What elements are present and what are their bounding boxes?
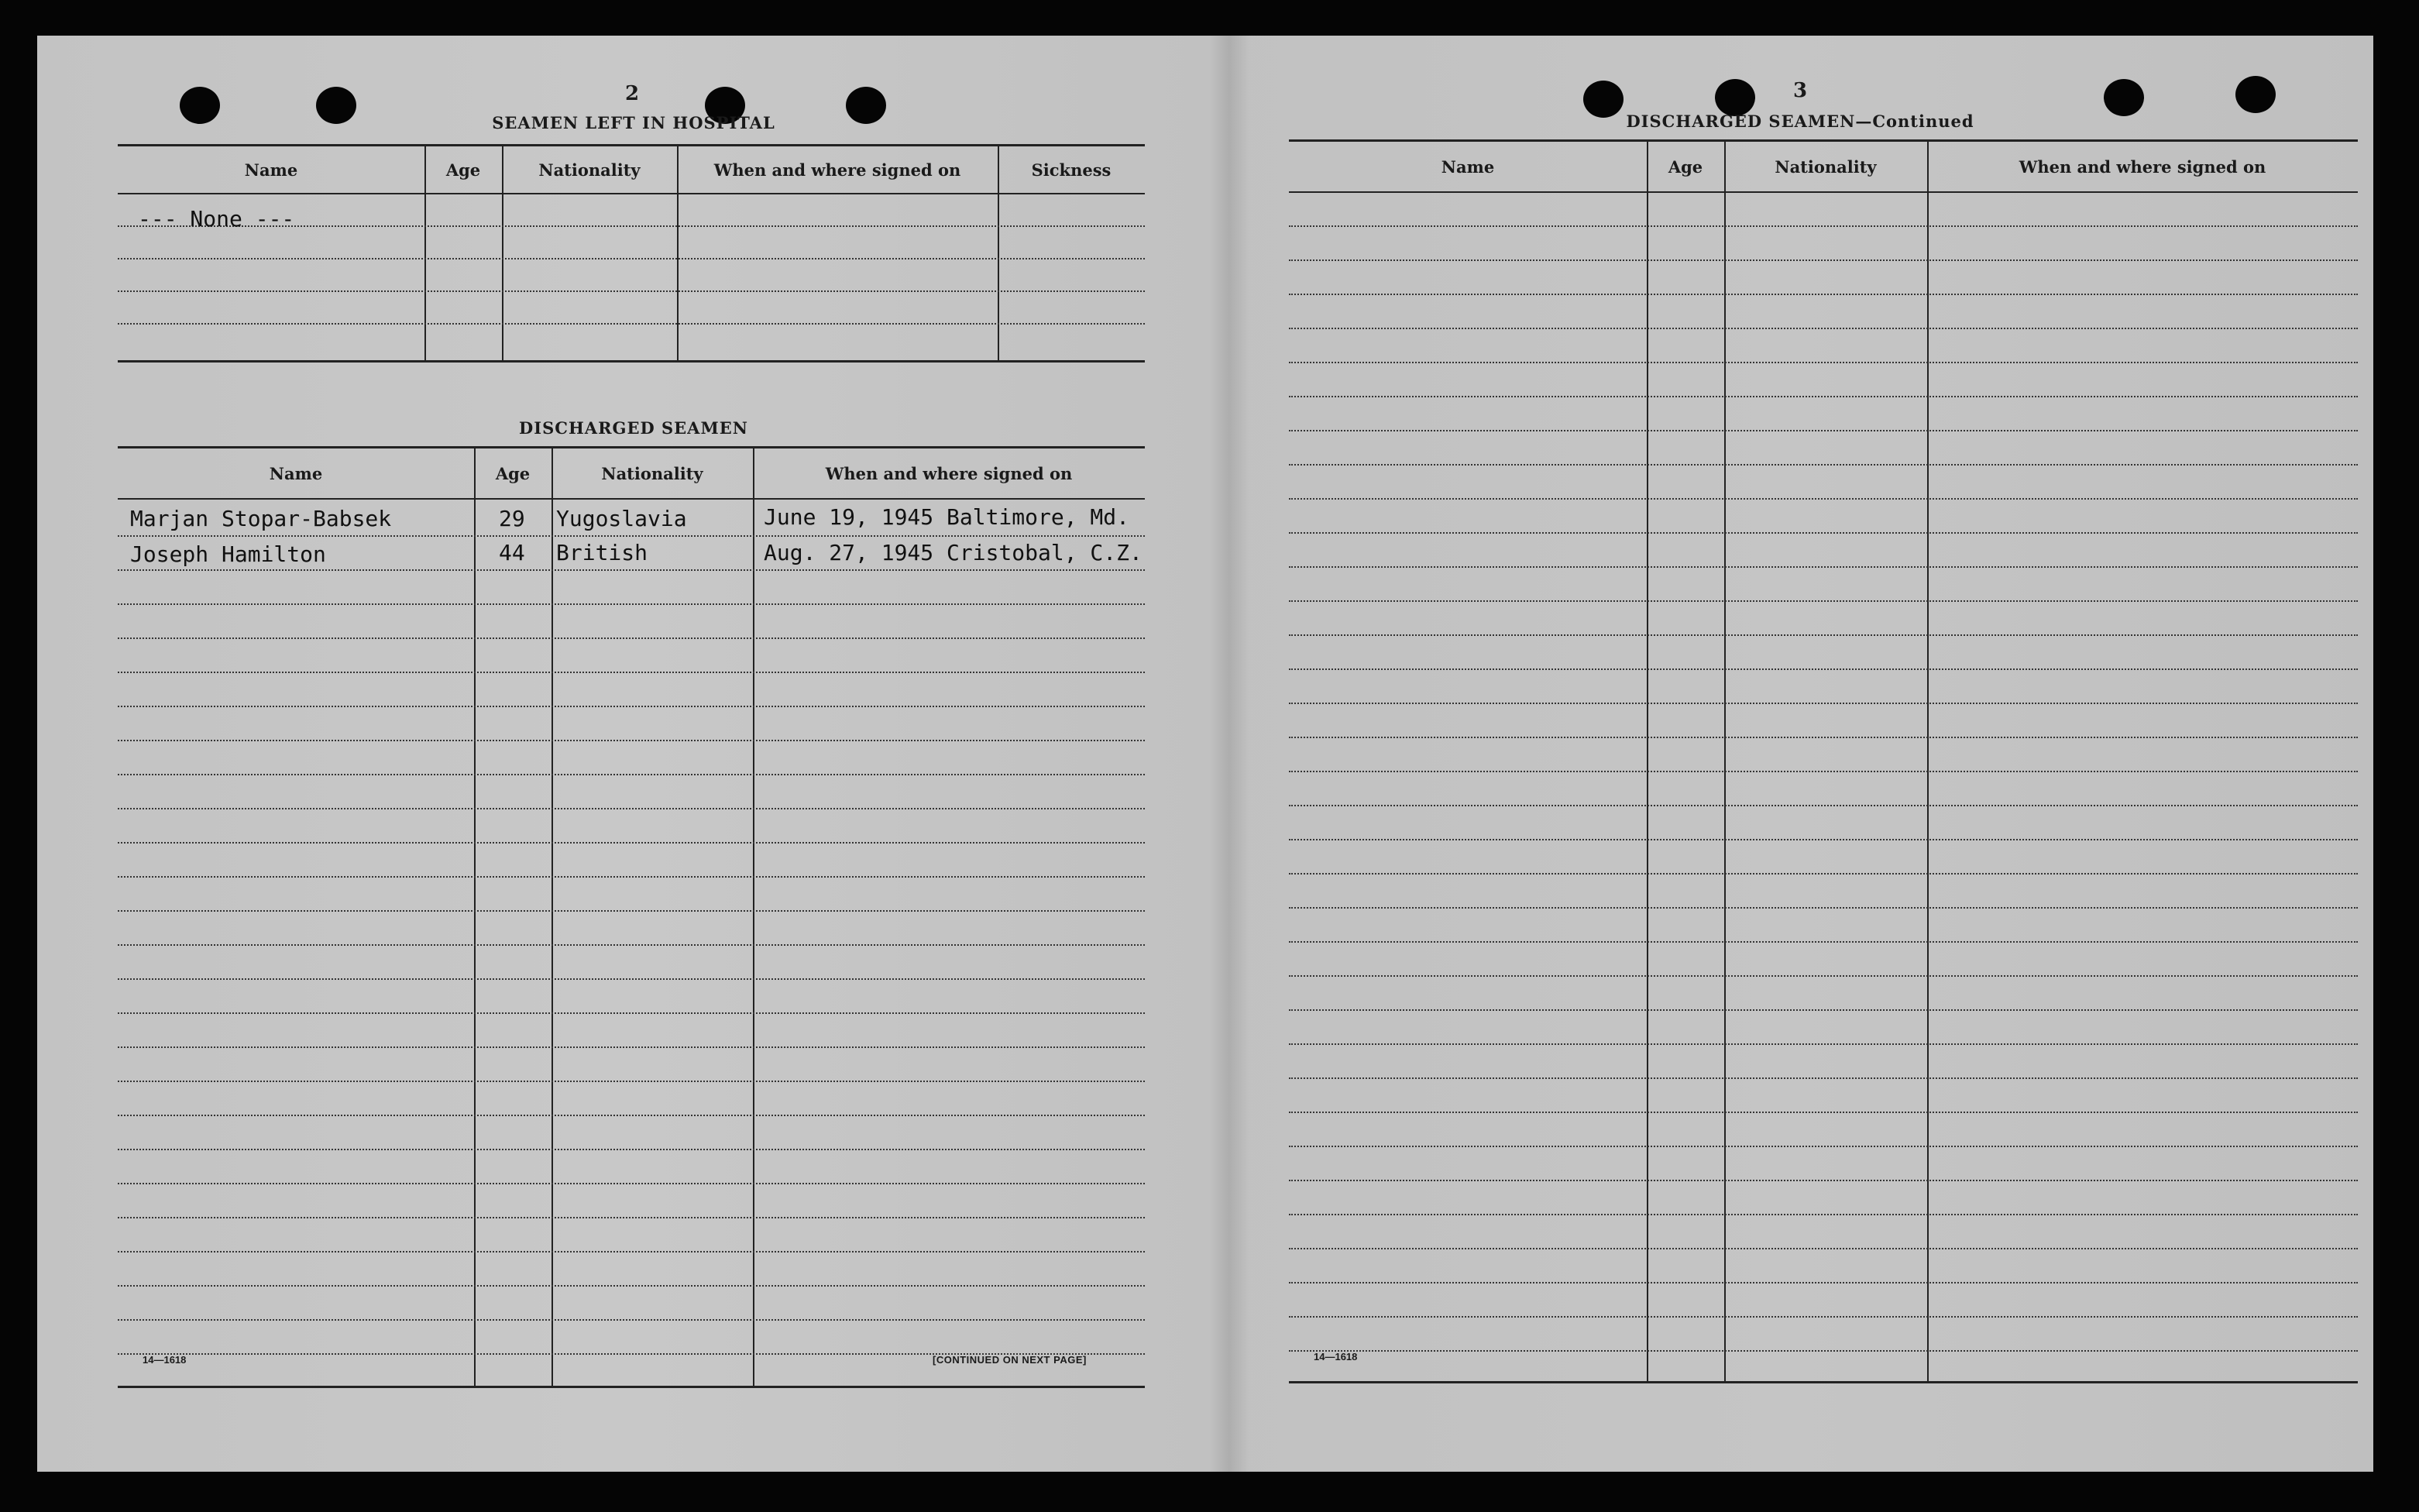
col-header-age: Age: [495, 463, 531, 483]
discharged-table-right: [1289, 139, 2358, 1383]
seaman-age: 44: [499, 540, 525, 565]
discharged-section-title: DISCHARGED SEAMEN: [519, 418, 748, 438]
punch-hole: [316, 87, 356, 124]
table-row: [118, 540, 1145, 571]
page-number-left: 2: [624, 82, 640, 105]
seaman-signed-on: June 19, 1945 Baltimore, Md.: [764, 504, 1130, 530]
punch-hole: [180, 87, 220, 124]
seaman-nationality: British: [556, 540, 648, 565]
punch-hole: [2104, 79, 2144, 116]
col-header-name: Name: [1441, 156, 1495, 177]
page-fold: [1209, 36, 1249, 1472]
document-sheet: [37, 36, 2373, 1472]
hospital-table: [118, 144, 1145, 363]
form-number-right: 14—1618: [1314, 1351, 1358, 1363]
seaman-name: Joseph Hamilton: [130, 541, 326, 567]
discharged-table-left: [118, 446, 1145, 1388]
continued-note: [CONTINUED ON NEXT PAGE]: [933, 1354, 1087, 1366]
col-header-nationality: Nationality: [1775, 156, 1877, 177]
col-header-nationality: Nationality: [601, 463, 703, 483]
punch-hole: [1715, 79, 1755, 116]
seaman-age: 29: [499, 506, 525, 531]
seaman-name: Marjan Stopar-Babsek: [130, 506, 392, 531]
punch-hole: [846, 87, 886, 124]
table-row: [118, 504, 1145, 535]
col-header-age: Age: [1668, 156, 1703, 177]
col-header-name: Name: [269, 463, 323, 483]
hospital-section-title: SEAMEN LEFT IN HOSPITAL: [492, 113, 775, 132]
col-header-nationality: Nationality: [538, 160, 641, 180]
right-section-title: DISCHARGED SEAMEN—Continued: [1626, 112, 1974, 131]
seaman-nationality: Yugoslavia: [556, 506, 687, 531]
col-header-age: Age: [445, 160, 481, 180]
col-header-signed-on: When and where signed on: [713, 160, 961, 180]
punch-hole: [2235, 76, 2276, 113]
seaman-signed-on: Aug. 27, 1945 Cristobal, C.Z.: [764, 540, 1142, 565]
col-header-name: Name: [244, 160, 298, 180]
col-header-sickness: Sickness: [1031, 160, 1112, 180]
col-header-signed-on: When and where signed on: [2019, 156, 2266, 177]
hospital-none-entry: --- None ---: [138, 206, 295, 232]
form-number-left: 14—1618: [143, 1354, 187, 1366]
page-number-right: 3: [1792, 79, 1808, 102]
col-header-signed-on: When and where signed on: [825, 463, 1073, 483]
